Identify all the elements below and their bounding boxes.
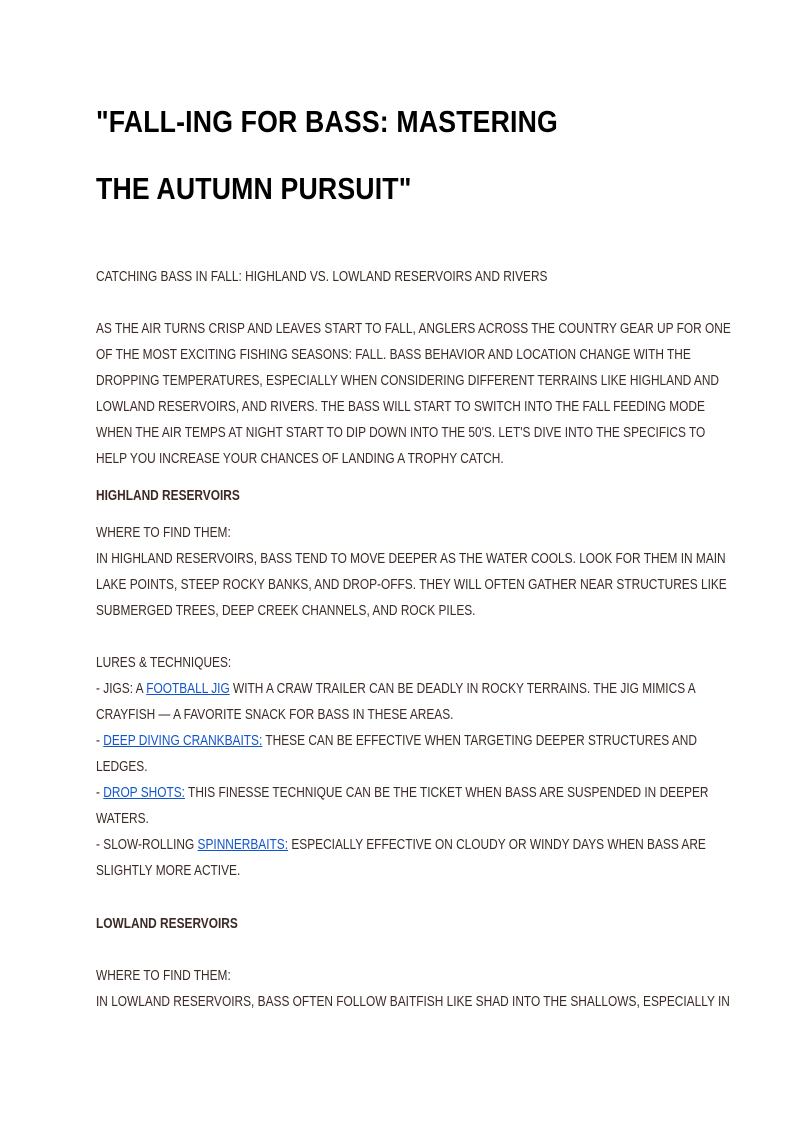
lure-drop-prefix: - [96, 785, 104, 801]
lure-crank-line2: LEDGES. [96, 759, 148, 775]
highland-where-label: WHERE TO FIND THEM: [96, 525, 231, 541]
spinnerbaits-link[interactable]: SPINNERBAITS: [197, 837, 289, 853]
intro-line: AS THE AIR TURNS CRISP AND LEAVES START TO FALL, ANGLERS ACROSS THE COUNTRY GEAR UP FOR ONE [96, 321, 731, 337]
highland-where-line: IN HIGHLAND RESERVOIRS, BASS TEND TO MOVE DEEPER AS THE WATER COOLS. LOOK FOR THEM IN MAIN [96, 551, 726, 567]
lure-item-spinnerbait [96, 832, 706, 858]
highland-where-line: LAKE POINTS, STEEP ROCKY BANKS, AND DROP-OFFS. THEY WILL OFTEN GATHER NEAR STRUCTURES LIKE [96, 577, 727, 593]
lowland-where-line: IN LOWLAND RESERVOIRS, BASS OFTEN FOLLOW BAITFISH LIKE SHAD INTO THE SHALLOWS, ESPECIALLY IN [96, 994, 730, 1010]
document-title: "FALL-ING FOR BASS: MASTERING THE AUTUMN PURSUIT" [96, 104, 558, 206]
highland-lures-label: LURES & TECHNIQUES: [96, 655, 232, 671]
lure-spinner-text: ESPECIALLY EFFECTIVE ON CLOUDY OR WINDY DAYS WHEN BASS ARE [288, 837, 706, 853]
lure-crank-text: THESE CAN BE EFFECTIVE WHEN TARGETING DEEPER STRUCTURES AND [262, 733, 697, 749]
highland-where-line: SUBMERGED TREES, DEEP CREEK CHANNELS, AND ROCK PILES. [96, 603, 476, 619]
lure-item-jig [96, 676, 696, 702]
document-subtitle: CATCHING BASS IN FALL: HIGHLAND VS. LOWLAND RESERVOIRS AND RIVERS [96, 269, 548, 285]
lure-crank-prefix: - [96, 733, 104, 749]
lure-item-dropshot [96, 780, 708, 806]
drop-shots-link[interactable]: DROP SHOTS: [103, 785, 185, 801]
lure-drop-line2: WATERS. [96, 811, 149, 827]
intro-line: OF THE MOST EXCITING FISHING SEASONS: FALL. BASS BEHAVIOR AND LOCATION CHANGE WITH THE [96, 347, 691, 363]
deep-diving-crankbaits-link[interactable]: DEEP DIVING CRANKBAITS: [103, 733, 263, 749]
lure-jig-line2: CRAYFISH — A FAVORITE SNACK FOR BASS IN THESE AREAS. [96, 707, 454, 723]
highland-heading: HIGHLAND RESERVOIRS [96, 488, 240, 504]
intro-line: LOWLAND RESERVOIRS, AND RIVERS. THE BASS WILL START TO SWITCH INTO THE FALL FEEDING MODE [96, 399, 705, 415]
intro-line: HELP YOU INCREASE YOUR CHANCES OF LANDING A TROPHY CATCH. [96, 451, 504, 467]
intro-line: DROPPING TEMPERATURES, ESPECIALLY WHEN CONSIDERING DIFFERENT TERRAINS LIKE HIGHLAND AND [96, 373, 720, 389]
football-jig-link[interactable]: FOOTBALL JIG [146, 681, 230, 697]
lure-spinner-prefix: - SLOW-ROLLING [96, 837, 198, 853]
lure-jig-prefix: - JIGS: A [96, 681, 147, 697]
intro-line: WHEN THE AIR TEMPS AT NIGHT START TO DIP DOWN INTO THE 50'S. LET'S DIVE INTO THE SPECIFICS TO [96, 425, 706, 441]
lure-spinner-line2: SLIGHTLY MORE ACTIVE. [96, 863, 241, 879]
lure-item-crankbait [96, 728, 697, 754]
lowland-heading: LOWLAND RESERVOIRS [96, 916, 238, 932]
lure-drop-text: THIS FINESSE TECHNIQUE CAN BE THE TICKET WHEN BASS ARE SUSPENDED IN DEEPER [184, 785, 709, 801]
lowland-where-label: WHERE TO FIND THEM: [96, 968, 231, 984]
lure-jig-text: WITH A CRAW TRAILER CAN BE DEADLY IN ROCKY TERRAINS. THE JIG MIMICS A [229, 681, 696, 697]
